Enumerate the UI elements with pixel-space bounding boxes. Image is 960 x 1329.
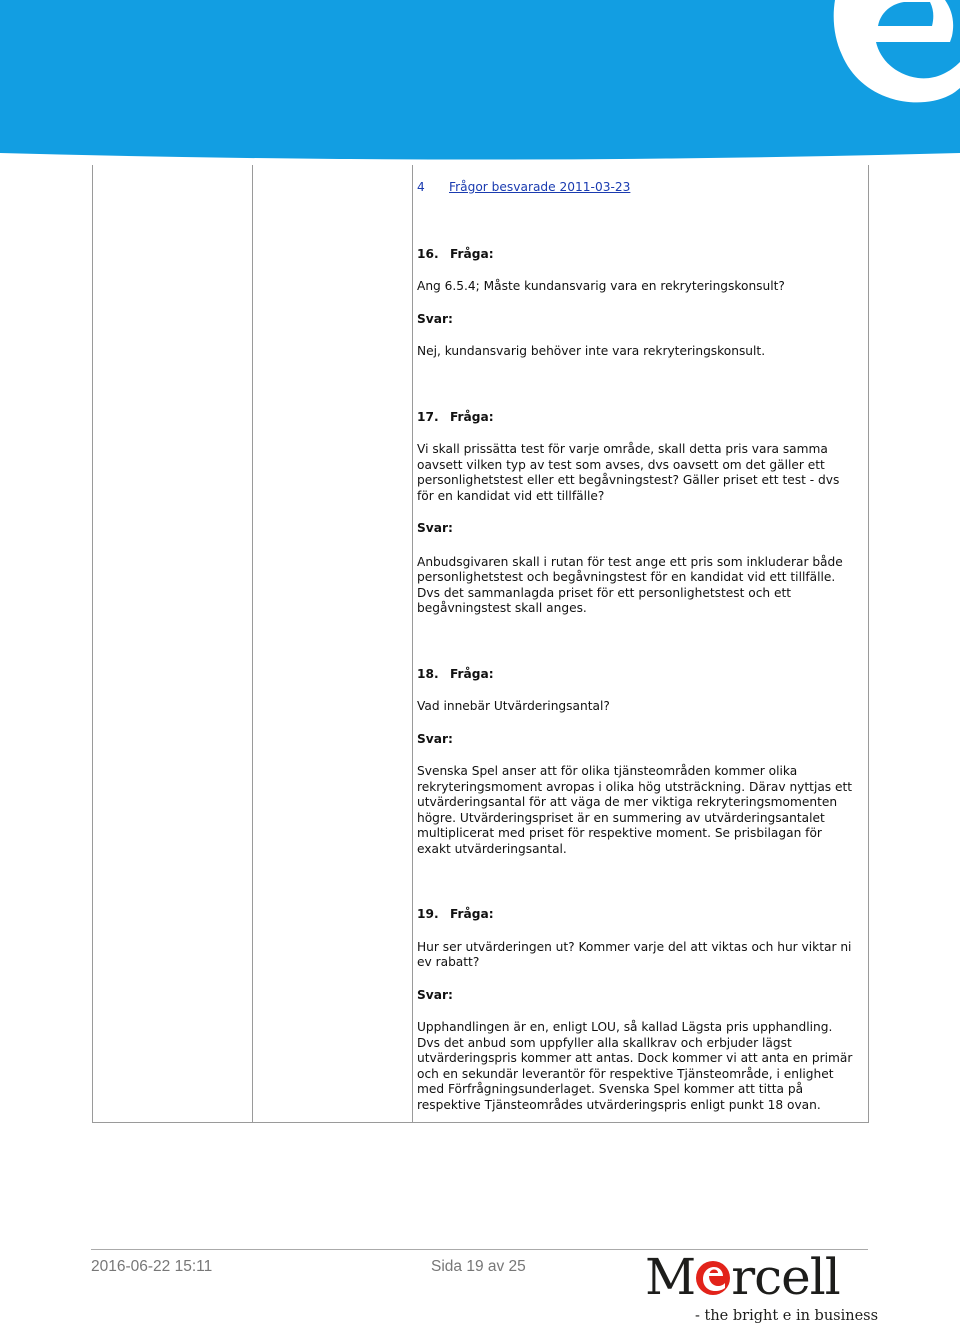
question-text: Hur ser utvärderingen ut? Kommer varje del att viktas och hur viktar ni ev rabatt? [417,939,852,969]
answer-text: Anbudsgivaren skall i rutan för test ange ett pris som inkluderar både personlighetstest och begåvningstest för en kandidat vid ett tillfälle. Dvs det sammanlagda priset för ett personlighetstest och ett begåvningstest skall anges. [417,554,843,615]
question-heading [417,410,857,426]
logo-e-icon [695,1260,731,1296]
table-border-right [868,165,869,1122]
qa-item [417,410,857,617]
toc-section-title: Frågor besvarade 2011-03-23 [449,180,631,194]
question-label: Fråga: [450,409,494,424]
document-content [417,176,857,1113]
table-divider-2 [412,165,413,1122]
qa-item [417,247,857,360]
table-border-left [92,165,93,1122]
answer-text: Svenska Spel anser att för olika tjänsteområden kommer olika rekryteringsmoment avropas i olika hög utsträckning. Därav nyttjas ett utvärderingsantal för att väga de mer viktiga rekryteringsmomenten högre. Utvärderingspriset är en summering av utvärderingsantalet multiplicerat med priset för respektive moment. Se prisbilagan för exakt utvärderingsantal. [417,764,853,856]
question-number: 17. [417,409,439,424]
footer-page-number: Sida 19 av 25 [431,1258,526,1275]
question-heading [417,667,857,683]
logo-wordmark [645,1248,840,1306]
question-number: 16. [417,246,439,261]
answer-label: Svar: [417,987,453,1002]
table-divider-1 [252,165,253,1122]
question-number: 18. [417,666,439,681]
question-text: Vad innebär Utvärderingsantal? [417,699,610,713]
question-label: Fråga: [450,907,494,921]
answer-label: Svar: [417,521,453,535]
header-banner [0,0,960,165]
toc-link-section[interactable] [417,180,857,196]
table-border-bottom [92,1122,869,1123]
toc-section-number: 4 [417,180,425,194]
answer-label: Svar: [417,731,453,746]
company-logo [640,1248,879,1329]
logo-tagline: - the bright e in business [695,1308,879,1324]
qa-item [417,907,857,1113]
question-label: Fråga: [450,666,494,681]
logo-letter-m: M [645,1248,696,1306]
qa-item [417,667,857,858]
logo-letters-rcell: rcell [731,1248,840,1306]
question-text: Vi skall prissätta test för varje område, skall detta pris vara samma oavsett vilken typ av test som avses, dvs oavsett om det gäller ett personlighetstest eller ett begåvningstest? Gäller priset ett test - dvs för en kandidat vid ett tillfälle? [417,442,840,503]
header-banner-graphic [0,0,960,165]
question-text: Ang 6.5.4; Måste kundansvarig vara en rekryteringskonsult? [417,279,785,293]
answer-text: Nej, kundansvarig behöver inte vara rekryteringskonsult. [417,344,766,358]
question-number: 19. [417,907,439,921]
footer-date: 2016-06-22 15:11 [91,1258,213,1275]
answer-text: Upphandlingen är en, enligt LOU, så kallad Lägsta pris upphandling. Dvs det anbud som uppfyller alla skallkrav och erbjuder lägst utvärderingspris kommer att antas. Dock kommer vi att anta en primär och en sekundär leverantör för respektive Tjänsteområde, i enlighet med Förfrågningsunderlaget. Svenska Spel kommer att titta på respektive Tjänsteområdes utvärderingspris enligt punkt 18 ovan. [417,1020,853,1112]
answer-label: Svar: [417,311,453,326]
question-heading [417,907,857,923]
question-heading [417,247,857,263]
question-label: Fråga: [450,246,494,261]
